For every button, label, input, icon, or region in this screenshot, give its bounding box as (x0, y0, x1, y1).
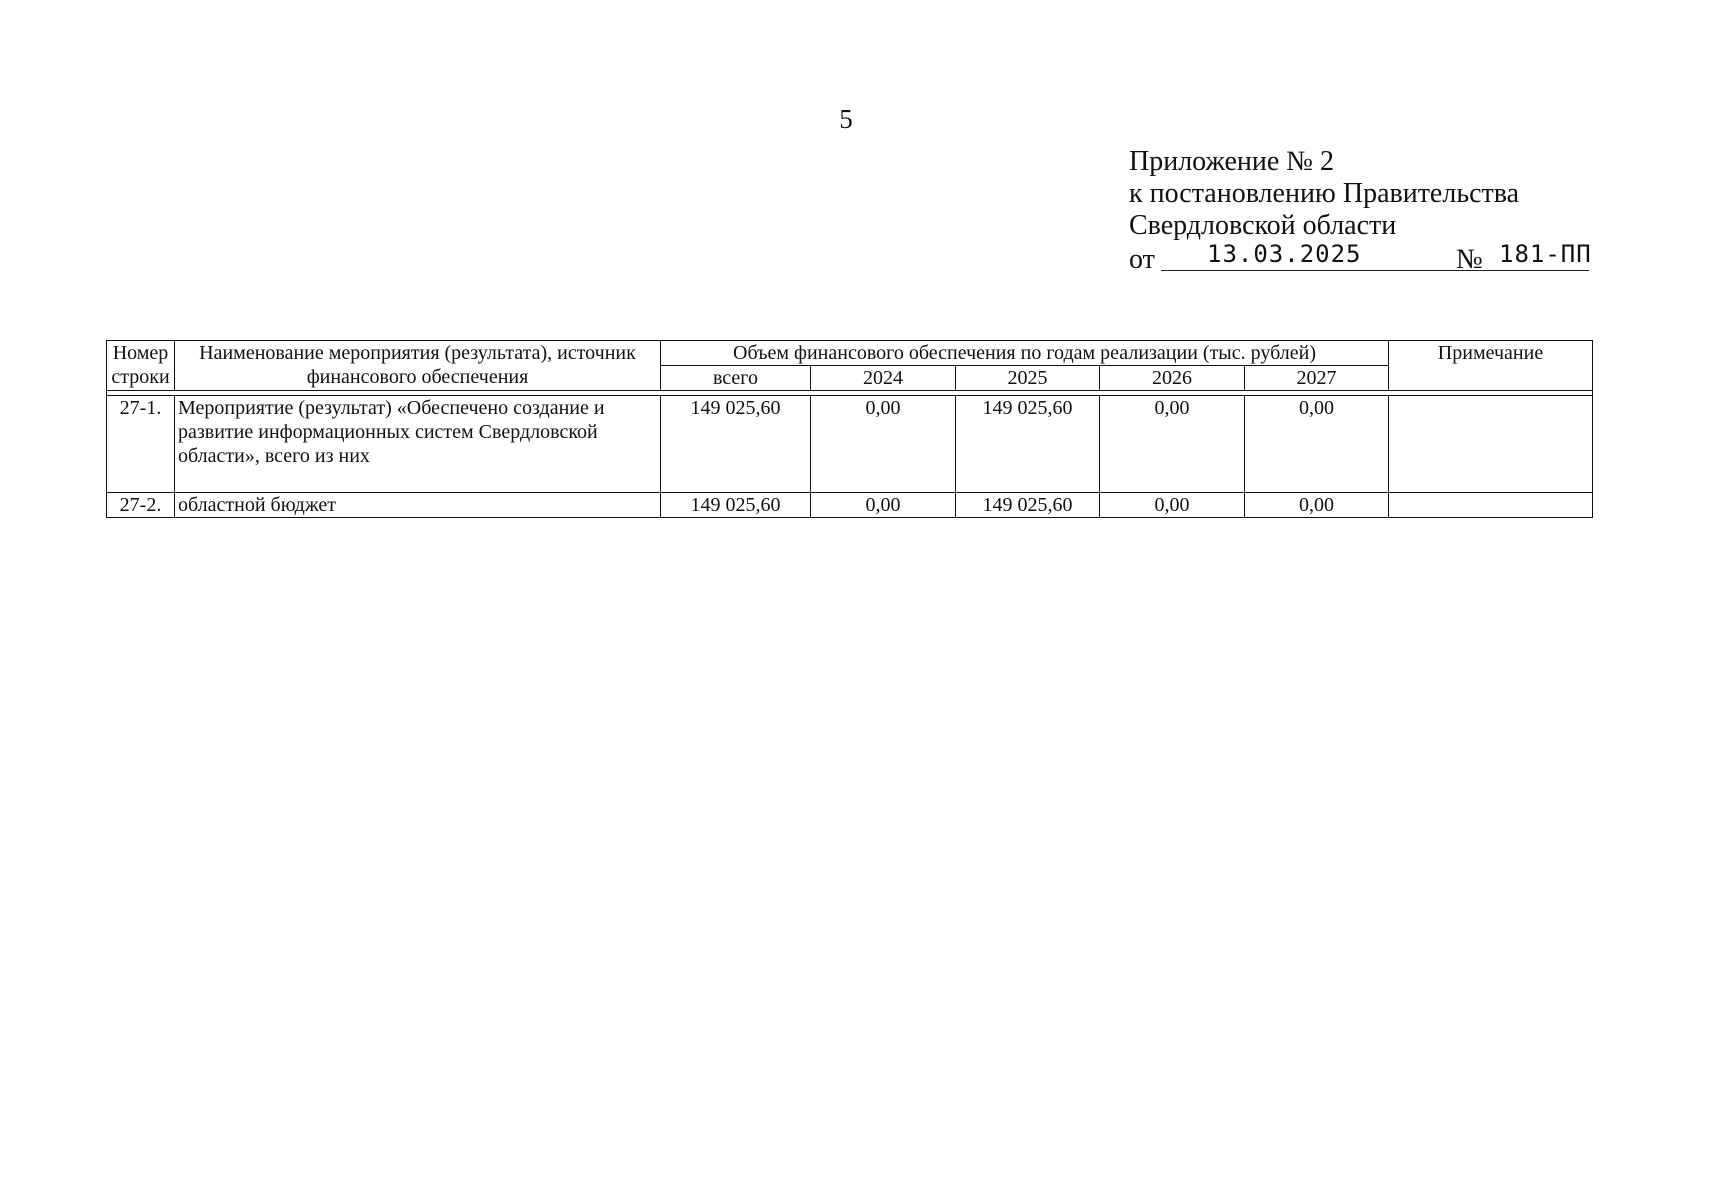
row-total: 149 025,60 (661, 493, 811, 518)
header-name: Наименование мероприятия (результата), источник финансового обеспечения (175, 341, 661, 391)
header-row (107, 341, 1593, 366)
table-row (107, 493, 1593, 518)
from-label: от (1129, 244, 1155, 275)
table-row (107, 396, 1593, 493)
appendix-block (1129, 146, 1609, 276)
header-year-2026: 2026 (1100, 366, 1245, 391)
row-name: Мероприятие (результат) «Обеспечено создание и развитие информационных систем Свердловской области», всего из них (175, 396, 661, 493)
row-2025: 149 025,60 (956, 396, 1100, 493)
appendix-signature-line (1129, 242, 1609, 276)
row-note (1389, 493, 1593, 518)
header-year-2024: 2024 (811, 366, 956, 391)
header-year-2027: 2027 (1245, 366, 1389, 391)
number-field (1489, 240, 1592, 271)
number-value: 181-ПП (1499, 240, 1592, 268)
number-label: № (1456, 244, 1483, 275)
row-2025: 149 025,60 (956, 493, 1100, 518)
row-2026: 0,00 (1100, 493, 1245, 518)
financing-table (106, 340, 1593, 518)
header-total: всего (661, 366, 811, 391)
header-row-number: Номер строки (107, 341, 175, 391)
row-total: 149 025,60 (661, 396, 811, 493)
page-number: 5 (839, 104, 853, 134)
row-number: 27-2. (107, 493, 175, 518)
row-2027: 0,00 (1245, 493, 1389, 518)
header-note: Примечание (1389, 341, 1593, 391)
appendix-title: Приложение № 2 (1129, 146, 1334, 177)
appendix-region: Свердловской области (1129, 210, 1397, 241)
row-2024: 0,00 (811, 493, 956, 518)
row-2026: 0,00 (1100, 396, 1245, 493)
row-name: областной бюджет (175, 493, 661, 518)
row-2024: 0,00 (811, 396, 956, 493)
row-note (1389, 396, 1593, 493)
row-2027: 0,00 (1245, 396, 1389, 493)
appendix-resolution: к постановлению Правительства (1129, 178, 1520, 209)
row-number: 27-1. (107, 396, 175, 493)
header-volume: Объем финансового обеспечения по годам реализации (тыс. рублей) (661, 341, 1389, 366)
date-value: 13.03.2025 (1207, 240, 1362, 268)
header-year-2025: 2025 (956, 366, 1100, 391)
